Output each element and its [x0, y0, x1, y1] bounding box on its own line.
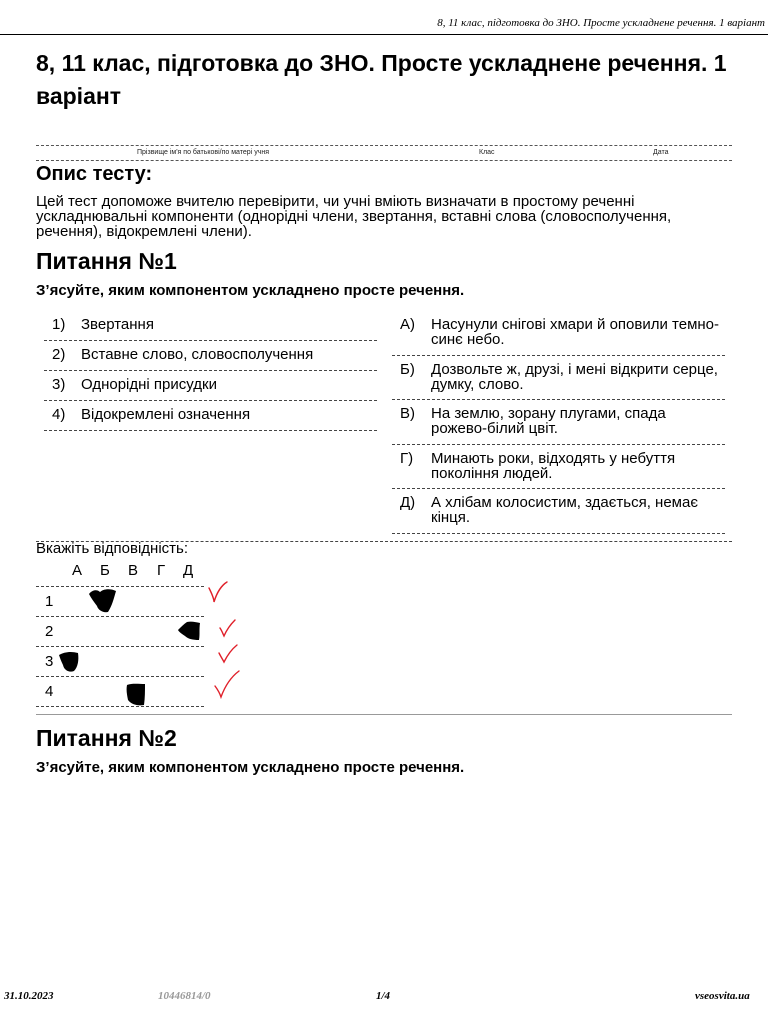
- option-text: Відокремлені означення: [81, 406, 251, 423]
- question2-instruction: З’ясуйте, яким компонентом ускладнено просте речення.: [36, 759, 465, 776]
- footer-date: 31.10.2023: [4, 990, 54, 1002]
- date-label: Дата: [653, 149, 669, 156]
- option-text: Звертання: [81, 316, 154, 333]
- grid-column-header: В: [128, 562, 139, 579]
- grid-row-line: [36, 676, 204, 677]
- grid-column-header: А: [72, 562, 83, 579]
- option-text: Минають роки, відходять у небуття покоління людей.: [431, 449, 676, 482]
- right-option: [392, 311, 725, 356]
- question1-heading: Питання №1: [36, 248, 177, 274]
- question2-heading: Питання №2: [36, 725, 177, 751]
- option-letter: Д): [400, 494, 416, 512]
- option-number: 3): [52, 376, 66, 393]
- right-option: [392, 356, 725, 401]
- grid-row-line: [36, 616, 204, 617]
- check-mark-icon: [220, 620, 235, 636]
- grid-column-header: Г: [157, 562, 166, 579]
- grid-column-header: Б: [100, 562, 110, 579]
- footer-page-number: 1/4: [376, 990, 391, 1002]
- left-option: [44, 371, 377, 401]
- description-text: Цей тест допоможе вчителю перевірити, чи учні вміють визначати в простому реченні ускладнювальні компоненти (однорідні члени, звертання, вставні слова (словосполучення, речення), відокремлені члени).: [36, 193, 672, 240]
- grid-row-line: [36, 706, 204, 707]
- option-text: На землю, зорану плугами, спада рожево-білий цвіт.: [431, 405, 666, 438]
- answer-mark-3: [58, 650, 80, 674]
- right-options-list: [392, 311, 725, 534]
- option-text: Вставне слово, словосполучення: [81, 346, 314, 363]
- left-option: [44, 311, 377, 341]
- option-number: 2): [52, 346, 66, 363]
- teacher-check-marks: [204, 578, 248, 704]
- grid-row-number: 1: [45, 593, 54, 610]
- footer-id: 10446814/0: [158, 990, 211, 1002]
- right-option: [392, 400, 725, 445]
- grid-column-header: Д: [183, 562, 194, 579]
- page-footer: [0, 990, 768, 1004]
- answer-mark-4: [124, 682, 148, 708]
- left-option: [44, 401, 377, 431]
- option-number: 1): [52, 316, 66, 333]
- option-text: Насунули снігові хмари й оповили темно-синє небо.: [431, 316, 720, 348]
- check-mark-icon: [209, 582, 227, 602]
- match-label: Вкажіть відповідність:: [36, 540, 188, 557]
- answer-mark-1: [88, 588, 118, 614]
- option-text: А хлібам колосистим, здається, немає кінця.: [431, 494, 698, 527]
- left-options-list: [44, 311, 377, 431]
- option-letter: А): [400, 316, 415, 333]
- grid-row-number: 2: [45, 623, 54, 640]
- grid-row-line: [36, 646, 204, 647]
- option-letter: Г): [400, 449, 414, 467]
- footer-site: vseosvita.ua: [695, 990, 750, 1002]
- option-number: 4): [52, 406, 66, 423]
- page-title: 8, 11 клас, підготовка до ЗНО. Просте ускладнене речення. 1 варіант: [36, 50, 727, 109]
- right-option: [392, 445, 725, 490]
- running-header: 8, 11 клас, підготовка до ЗНО. Просте ускладнене речення. 1 варіант: [437, 17, 765, 29]
- option-letter: Б): [400, 360, 415, 378]
- question1-instruction: З’ясуйте, яким компонентом ускладнено просте речення.: [36, 282, 465, 299]
- name-label: Прізвище ім'я по батькові/по матері учня: [137, 149, 269, 156]
- grid-row-line: [36, 586, 204, 587]
- right-option: [392, 489, 725, 534]
- description-heading: Опис тесту:: [36, 163, 153, 185]
- option-text: Дозвольте ж, друзі, і мені відкрити серце, думку, слово.: [431, 360, 718, 393]
- option-letter: В): [400, 405, 415, 423]
- option-text: Однорідні присудки: [81, 376, 217, 393]
- check-mark-icon: [215, 671, 239, 697]
- grid-row-number: 4: [45, 683, 54, 700]
- question-divider: [36, 714, 732, 715]
- answer-grid: [36, 558, 204, 708]
- left-option: [44, 341, 377, 371]
- check-mark-icon: [219, 645, 237, 662]
- grid-row-number: 3: [45, 653, 54, 670]
- header-rule: [0, 34, 768, 35]
- answer-mark-2: [177, 620, 201, 642]
- class-label: Клас: [479, 149, 495, 156]
- student-info-line: [36, 145, 732, 161]
